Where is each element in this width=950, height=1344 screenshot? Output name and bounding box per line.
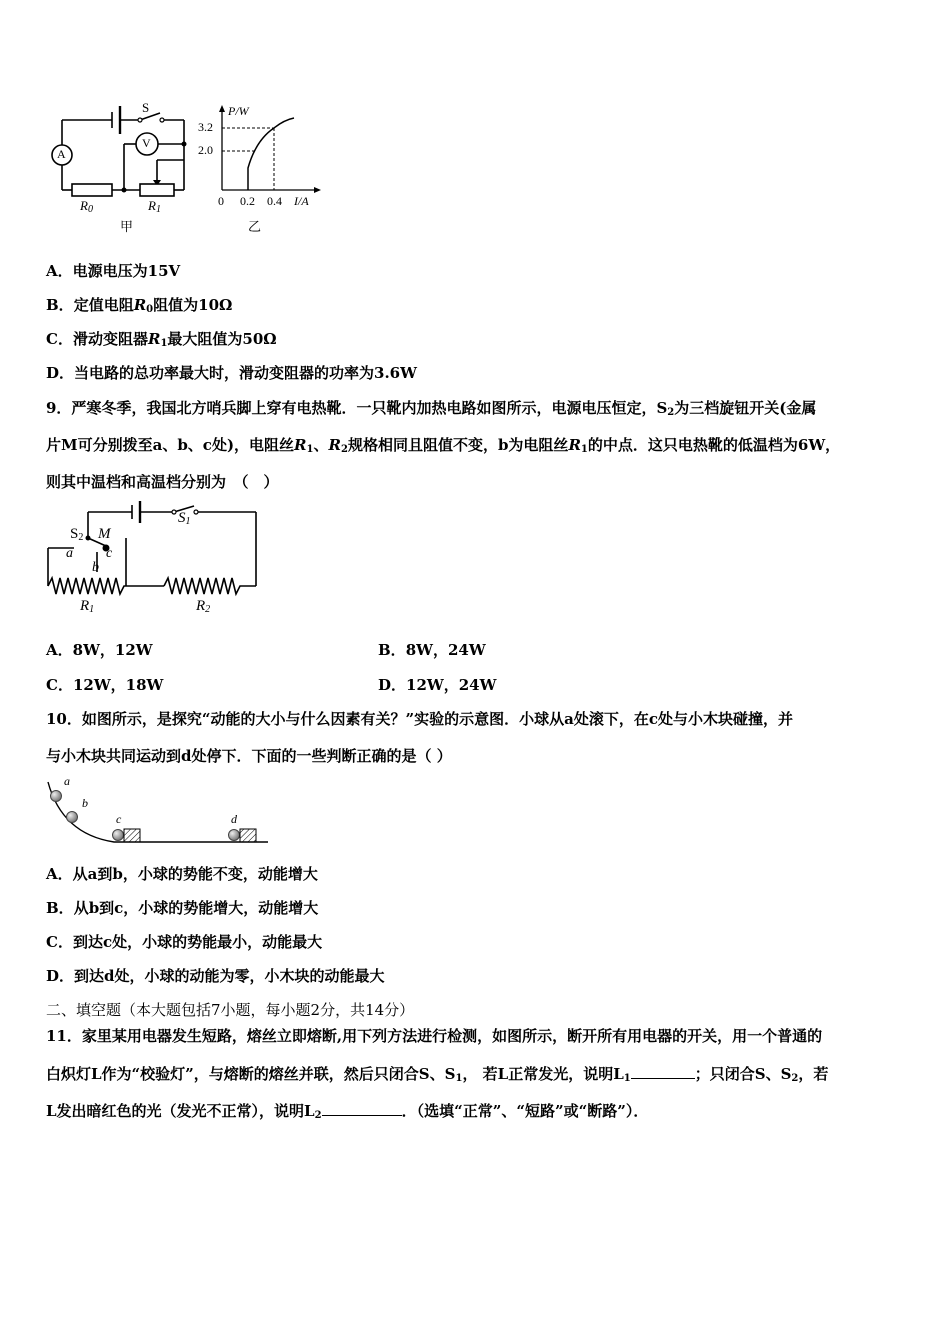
graph-x-tick: 0.4 xyxy=(267,194,282,208)
heated-boot-circuit-diagram xyxy=(44,500,268,622)
graph-x-tick: 0 xyxy=(218,194,224,208)
s2-label: $S_2$ xyxy=(70,526,84,543)
q9-option-c: C．12W，18W xyxy=(46,676,164,694)
q8-option-d: D．当电路的总功率最大时，滑动变阻器的功率为3.6W xyxy=(46,364,417,382)
q11-stem-line3: L发出暗红色的光（发光不正常），说明$L_2$ ．（选填“正常”、“短路”或“断路”）． xyxy=(46,1102,649,1121)
point-a-label: a xyxy=(64,774,70,788)
point-d-label: d xyxy=(231,812,237,826)
graph-x-tick: 0.2 xyxy=(240,194,255,208)
blank-1[interactable] xyxy=(631,1064,695,1079)
power-current-graph-yi xyxy=(196,100,326,240)
r1-label: $R_1$ xyxy=(148,198,161,215)
q8-option-a: A．电源电压为15V xyxy=(46,262,181,280)
q10-stem-line1: 10．如图所示，是探究“动能的大小与什么因素有关？”实验的示意图．小球从a处滚下，在c处与小木块碰撞，并 xyxy=(46,710,793,728)
q10-option-c: C．到达c处，小球的势能最小，动能最大 xyxy=(46,933,323,951)
q9-option-a: A．8W，12W xyxy=(46,641,153,659)
q10-stem-line2: 与小木块共同运动到d处停下．下面的一些判断正确的是（ ） xyxy=(46,747,452,765)
q11-stem-line1: 11．家里某用电器发生短路，熔丝立即熔断,用下列方法进行检测，如图所示，断开所有用电器的开关，用一个普通的 xyxy=(46,1027,823,1045)
section-heading-fill-in: 二、填空题（本大题包括7小题，每小题2分，共14分） xyxy=(46,1001,415,1019)
graph-y-tick: 3.2 xyxy=(198,120,213,134)
graph-y-tick: 2.0 xyxy=(198,143,213,157)
q10-option-d: D．到达d处，小球的动能为零，小木块的动能最大 xyxy=(46,967,385,985)
figure-caption-yi: 乙 xyxy=(248,220,262,235)
rolling-ball-experiment-diagram xyxy=(44,774,270,846)
point-c-label: c xyxy=(106,546,113,561)
q9-option-b: B．8W，24W xyxy=(378,641,486,659)
q9-stem-line3: 则其中温档和高温档分别为 （ ） xyxy=(46,473,279,491)
blank-2[interactable] xyxy=(322,1101,402,1116)
r1-label: $R_1$ xyxy=(80,598,95,615)
q9-stem-line1: 9．严寒冬季，我国北方哨兵脚上穿有电热靴．一只靴内加热电路如图所示，电源电压恒定，$S_2$为三档旋钮开关(金属 xyxy=(46,399,817,418)
s1-label: $S_1$ xyxy=(178,510,191,527)
m-label: M xyxy=(98,526,111,542)
q10-option-b: B．从b到c，小球的势能增大，动能增大 xyxy=(46,899,319,917)
r0-label: $R_0$ xyxy=(80,198,93,215)
switch-label: S xyxy=(142,100,150,115)
point-c-label: c xyxy=(116,812,122,826)
q11-stem-line2: 白炽灯L作为“校验灯”，与熔断的熔丝并联，然后只闭合S、$S_1$， 若L正常发光，说明$L_1$ ；只闭合S、$S_2$，若 xyxy=(46,1065,829,1084)
r2-label: $R_2$ xyxy=(196,598,211,615)
q9-stem-line2: 片M可分别拨至a、b、c处)，电阻丝$R_1$、$R_2$规格相同且阻值不变，b为电阻丝$R_1$的中点．这只电热靴的低温档为6W， xyxy=(46,436,841,455)
ammeter-label: A xyxy=(57,147,66,161)
point-a-label: a xyxy=(66,546,73,561)
q8-option-c: C．滑动变阻器$R_1$最大阻值为50Ω xyxy=(46,330,277,349)
graph-x-label: I/A xyxy=(294,194,309,208)
voltmeter-label: V xyxy=(142,136,151,150)
circuit-diagram-jia xyxy=(44,100,204,240)
point-b-label: b xyxy=(82,796,88,810)
q9-option-d: D．12W，24W xyxy=(378,676,497,694)
graph-y-label: P/W xyxy=(228,104,249,118)
q8-option-b: B．定值电阻$R_0$阻值为10Ω xyxy=(46,296,233,315)
figure-caption-jia: 甲 xyxy=(120,220,134,235)
point-b-label: b xyxy=(92,560,99,575)
q10-option-a: A．从a到b，小球的势能不变，动能增大 xyxy=(46,865,318,883)
